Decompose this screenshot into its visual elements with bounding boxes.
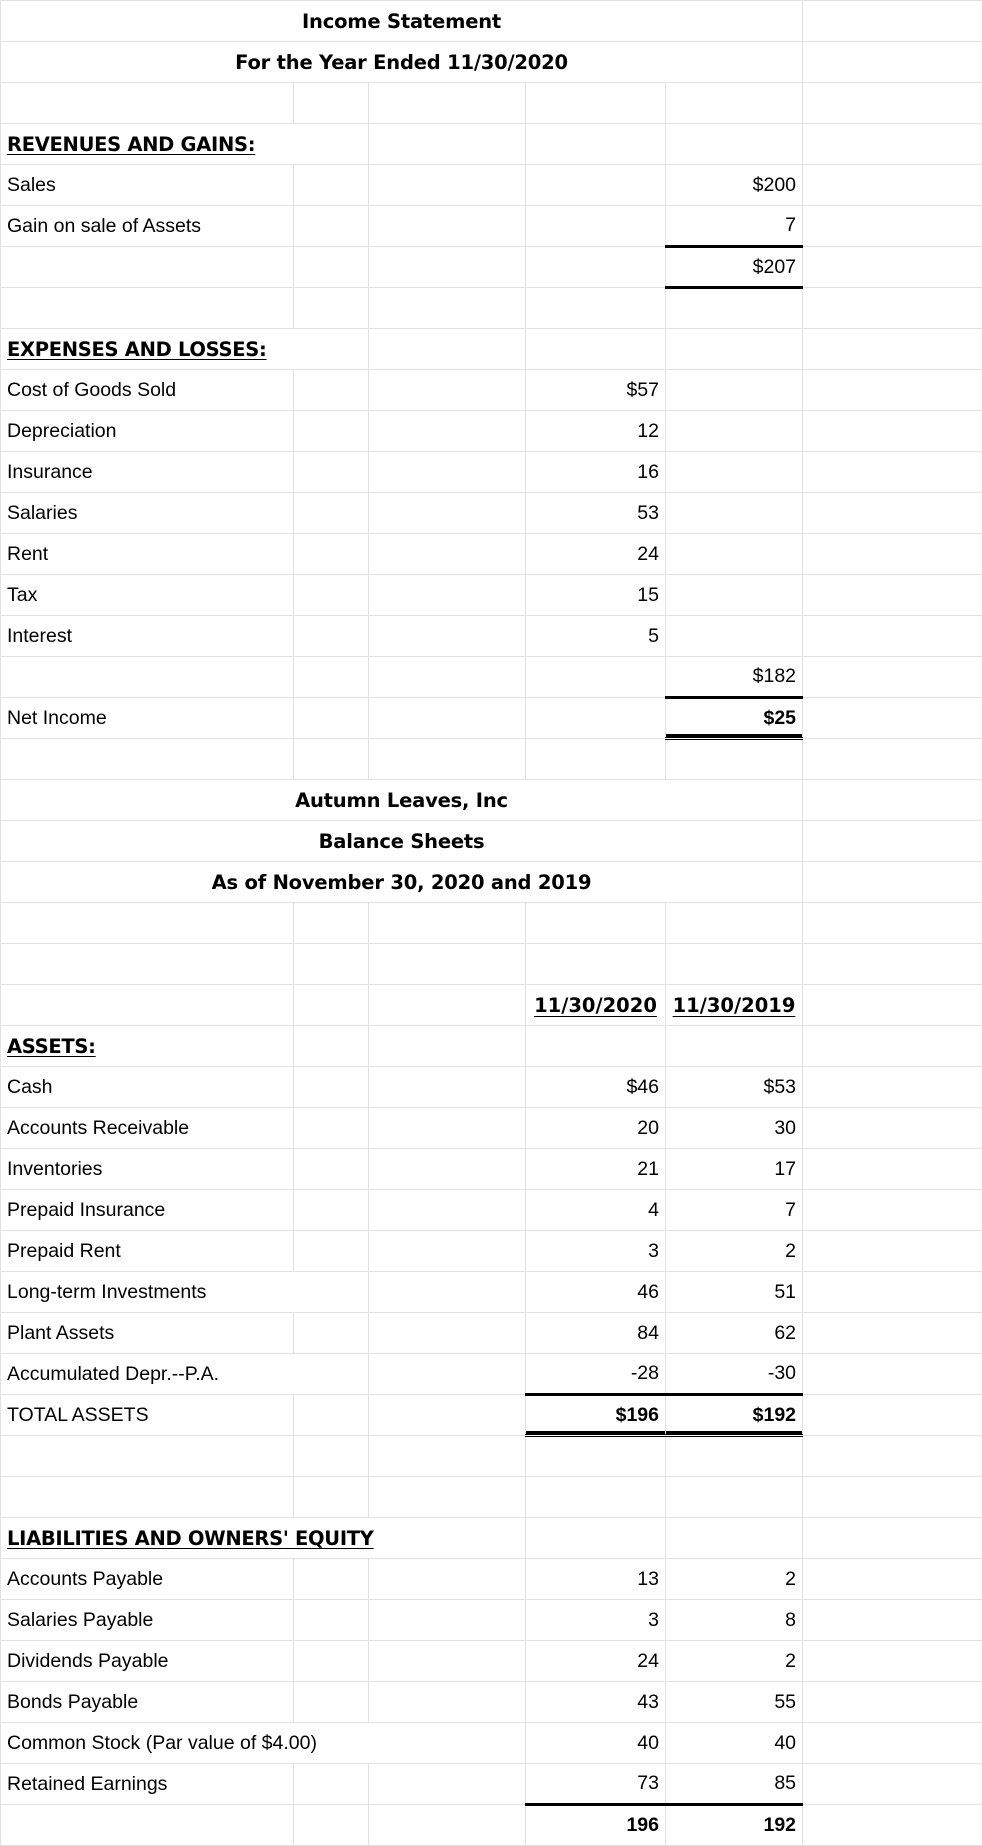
cell-blank [369,1477,526,1518]
cell-blank [369,1026,526,1067]
row-label: Accounts Payable [1,1559,294,1600]
cell-blank [803,1559,982,1600]
cell-blank [666,411,803,452]
row-amount-prior: 85 [666,1764,803,1805]
row-label: Inventories [1,1149,294,1190]
row-label: Interest [1,616,294,657]
table-row [1,1190,982,1231]
cell-blank [803,1354,982,1395]
balance-sheet-title: Balance Sheets [1,821,803,862]
cell-blank [369,1600,526,1641]
row-label: Cash [1,1067,294,1108]
row-date-column-headers [1,985,982,1026]
cell-blank [666,1477,803,1518]
cell-blank [803,534,982,575]
cell-blank [526,1477,666,1518]
table-row [1,1600,982,1641]
cell-blank [294,1477,369,1518]
table-row [1,1272,982,1313]
cell-blank [369,165,526,206]
cell-blank [369,903,526,944]
cell-blank [294,903,369,944]
cell-blank [526,698,666,739]
cell-blank [803,1805,982,1846]
row-amount: 5 [526,616,666,657]
row-amount: $200 [666,165,803,206]
assets-heading: ASSETS: [1,1026,294,1067]
cell-blank [294,944,369,985]
cell-blank [803,1149,982,1190]
cell-blank [526,1436,666,1477]
cell-blank [803,329,982,370]
cell-blank [1,1436,294,1477]
cell-blank [369,698,526,739]
row-income-statement-period [1,42,982,83]
cell-blank [294,452,369,493]
cell-blank [294,1190,369,1231]
cell-blank [1,985,294,1026]
row-amount: $57 [526,370,666,411]
cell-blank [294,1764,369,1805]
row-label: Common Stock (Par value of $4.00) [1,1723,526,1764]
table-row [1,1067,982,1108]
row-label: Prepaid Insurance [1,1190,294,1231]
cell-blank [294,657,369,698]
cell-blank [369,288,526,329]
cell-blank [369,1354,526,1395]
row-spacer [1,739,982,780]
cell-blank [803,1026,982,1067]
cell-blank [294,83,369,124]
table-row [1,1108,982,1149]
cell-blank [294,616,369,657]
row-amount: 53 [526,493,666,534]
row-label: Sales [1,165,294,206]
row-amount-prior: 2 [666,1231,803,1272]
row-balance-sheet-company [1,780,982,821]
cell-blank [666,452,803,493]
cell-blank [803,493,982,534]
cell-blank [369,944,526,985]
table-row [1,534,982,575]
cell-blank [369,616,526,657]
row-amount-current: $46 [526,1067,666,1108]
cell-blank [803,821,982,862]
cell-blank [294,1231,369,1272]
cell-blank [369,124,526,165]
cell-blank [294,1067,369,1108]
cell-blank [666,83,803,124]
row-amount-prior: 30 [666,1108,803,1149]
cell-blank [803,1272,982,1313]
liabilities-heading: LIABILITIES AND OWNERS' EQUITY [1,1518,526,1559]
cell-blank [294,1805,369,1846]
row-amount-current: 46 [526,1272,666,1313]
cell-blank [369,83,526,124]
cell-blank [294,247,369,288]
income-statement-period: For the Year Ended 11/30/2020 [1,42,803,83]
cell-blank [803,42,982,83]
cell-blank [294,1600,369,1641]
cell-blank [1,944,294,985]
cell-blank [294,698,369,739]
row-amount-current: 3 [526,1231,666,1272]
expenses-heading: EXPENSES AND LOSSES: [1,329,369,370]
cell-blank [526,657,666,698]
row-amount-current: 40 [526,1723,666,1764]
row-amount-prior: 51 [666,1272,803,1313]
table-row [1,575,982,616]
cell-blank [803,1,982,42]
row-label: Accounts Receivable [1,1108,294,1149]
cell-blank [294,1641,369,1682]
cell-blank [369,1190,526,1231]
total-assets-prior: $192 [666,1395,803,1436]
row-assets-heading [1,1026,982,1067]
income-statement-title: Income Statement [1,1,803,42]
cell-blank [526,124,666,165]
row-amount: 7 [666,206,803,247]
cell-blank [369,247,526,288]
cell-blank [803,575,982,616]
row-amount-prior: 2 [666,1559,803,1600]
cell-blank [666,1436,803,1477]
cell-blank [666,329,803,370]
row-total-assets [1,1395,982,1436]
row-label: Accumulated Depr.--P.A. [1,1354,369,1395]
row-amount-prior: 2 [666,1641,803,1682]
cell-blank [526,206,666,247]
cell-blank [1,247,294,288]
cell-blank [803,657,982,698]
total-assets-label: TOTAL ASSETS [1,1395,294,1436]
cell-blank [294,1149,369,1190]
cell-blank [803,411,982,452]
row-label: Retained Earnings [1,1764,294,1805]
cell-blank [803,616,982,657]
row-label: Tax [1,575,294,616]
row-label: Gain on sale of Assets [1,206,294,247]
cell-blank [369,1313,526,1354]
cell-blank [526,1026,666,1067]
net-income-label: Net Income [1,698,294,739]
cell-blank [1,903,294,944]
row-label: Salaries [1,493,294,534]
cell-blank [369,657,526,698]
cell-blank [666,288,803,329]
cell-blank [526,739,666,780]
total-expenses-amount: $182 [666,657,803,698]
table-row [1,411,982,452]
row-amount: 16 [526,452,666,493]
table-row [1,1723,982,1764]
row-expenses-heading [1,329,982,370]
cell-blank [526,83,666,124]
cell-blank [526,1518,666,1559]
table-row [1,1682,982,1723]
row-total-expenses [1,657,982,698]
cell-blank [803,1723,982,1764]
cell-blank [369,1805,526,1846]
cell-blank [803,206,982,247]
table-row [1,1231,982,1272]
row-amount-prior: 17 [666,1149,803,1190]
revenues-heading: REVENUES AND GAINS: [1,124,369,165]
table-row [1,1559,982,1600]
column-header-current-year: 11/30/2020 [526,985,666,1026]
cell-blank [526,247,666,288]
cell-blank [666,1518,803,1559]
row-amount-prior: 8 [666,1600,803,1641]
cell-blank [369,1272,526,1313]
cell-blank [803,1641,982,1682]
cell-blank [369,1641,526,1682]
row-label: Plant Assets [1,1313,294,1354]
cell-blank [369,1067,526,1108]
cell-blank [369,329,526,370]
cell-blank [666,739,803,780]
row-amount: 12 [526,411,666,452]
row-total-liabilities-equity [1,1805,982,1846]
row-amount-prior: 55 [666,1682,803,1723]
row-total-revenues [1,247,982,288]
cell-blank [526,903,666,944]
cell-blank [1,1477,294,1518]
cell-blank [803,1395,982,1436]
cell-blank [294,370,369,411]
cell-blank [803,944,982,985]
row-amount-current: 13 [526,1559,666,1600]
cell-blank [294,575,369,616]
row-amount-current: 43 [526,1682,666,1723]
row-amount-current: 73 [526,1764,666,1805]
total-revenues-amount: $207 [666,247,803,288]
row-amount-current: 84 [526,1313,666,1354]
cell-blank [369,1231,526,1272]
row-spacer [1,903,982,944]
row-label: Cost of Goods Sold [1,370,294,411]
cell-blank [803,124,982,165]
cell-blank [526,165,666,206]
cell-blank [803,1108,982,1149]
cell-blank [294,534,369,575]
cell-blank [803,1436,982,1477]
cell-blank [803,1477,982,1518]
table-row [1,616,982,657]
table-row [1,370,982,411]
table-row [1,1764,982,1805]
table-row [1,206,982,247]
row-net-income [1,698,982,739]
cell-blank [666,616,803,657]
column-header-prior-year: 11/30/2019 [666,985,803,1026]
cell-blank [1,288,294,329]
row-amount-prior: -30 [666,1354,803,1395]
row-label: Salaries Payable [1,1600,294,1641]
cell-blank [369,1436,526,1477]
row-spacer [1,288,982,329]
cell-blank [803,862,982,903]
table-row [1,1149,982,1190]
balance-sheet-period: As of November 30, 2020 and 2019 [1,862,803,903]
cell-blank [803,903,982,944]
cell-blank [803,288,982,329]
row-spacer [1,83,982,124]
cell-blank [803,247,982,288]
cell-blank [803,1067,982,1108]
cell-blank [294,1559,369,1600]
cell-blank [1,83,294,124]
cell-blank [526,329,666,370]
cell-blank [666,1026,803,1067]
row-amount-prior: $53 [666,1067,803,1108]
cell-blank [803,165,982,206]
total-liabilities-equity-prior: 192 [666,1805,803,1846]
row-amount-prior: 7 [666,1190,803,1231]
table-row [1,1354,982,1395]
cell-blank [803,985,982,1026]
row-amount-prior: 40 [666,1723,803,1764]
cell-blank [369,370,526,411]
row-label: Depreciation [1,411,294,452]
cell-blank [526,288,666,329]
row-income-statement-title [1,1,982,42]
cell-blank [294,985,369,1026]
table-row [1,165,982,206]
cell-blank [666,903,803,944]
row-amount-current: 21 [526,1149,666,1190]
cell-blank [369,1682,526,1723]
table-row [1,493,982,534]
cell-blank [666,493,803,534]
cell-blank [294,288,369,329]
cell-blank [803,83,982,124]
cell-blank [803,1682,982,1723]
cell-blank [803,780,982,821]
row-label: Long-term Investments [1,1272,369,1313]
cell-blank [1,1805,294,1846]
row-balance-sheet-period [1,862,982,903]
cell-blank [666,534,803,575]
cell-blank [294,1395,369,1436]
cell-blank [369,985,526,1026]
row-spacer [1,1436,982,1477]
cell-blank [666,370,803,411]
row-label: Prepaid Rent [1,1231,294,1272]
cell-blank [1,657,294,698]
cell-blank [803,1313,982,1354]
table-row [1,1641,982,1682]
row-spacer [1,1477,982,1518]
table-row [1,1313,982,1354]
row-label: Bonds Payable [1,1682,294,1723]
row-amount: 24 [526,534,666,575]
cell-blank [369,575,526,616]
cell-blank [803,698,982,739]
cell-blank [666,124,803,165]
total-assets-current: $196 [526,1395,666,1436]
cell-blank [803,1518,982,1559]
row-label: Insurance [1,452,294,493]
cell-blank [294,1436,369,1477]
cell-blank [294,1026,369,1067]
cell-blank [369,411,526,452]
cell-blank [803,739,982,780]
cell-blank [803,1764,982,1805]
cell-blank [294,493,369,534]
row-spacer [1,944,982,985]
cell-blank [369,534,526,575]
cell-blank [294,1682,369,1723]
cell-blank [369,452,526,493]
cell-blank [369,1764,526,1805]
row-amount-prior: 62 [666,1313,803,1354]
row-amount-current: 4 [526,1190,666,1231]
cell-blank [803,452,982,493]
cell-blank [666,575,803,616]
cell-blank [369,1559,526,1600]
cell-blank [369,1149,526,1190]
cell-blank [294,1313,369,1354]
row-label: Dividends Payable [1,1641,294,1682]
row-amount-current: 3 [526,1600,666,1641]
cell-blank [369,1395,526,1436]
cell-blank [1,739,294,780]
cell-blank [369,739,526,780]
cell-blank [369,493,526,534]
cell-blank [294,739,369,780]
table-row [1,452,982,493]
cell-blank [369,206,526,247]
cell-blank [803,370,982,411]
net-income-amount: $25 [666,698,803,739]
cell-blank [526,944,666,985]
row-balance-sheet-title [1,821,982,862]
row-amount: 15 [526,575,666,616]
cell-blank [666,944,803,985]
cell-blank [294,1108,369,1149]
row-revenues-heading [1,124,982,165]
cell-blank [803,1600,982,1641]
cell-blank [803,1190,982,1231]
row-amount-current: 20 [526,1108,666,1149]
row-liabilities-heading [1,1518,982,1559]
total-liabilities-equity-current: 196 [526,1805,666,1846]
row-label: Rent [1,534,294,575]
cell-blank [294,165,369,206]
cell-blank [294,206,369,247]
balance-sheet-company: Autumn Leaves, Inc [1,780,803,821]
cell-blank [369,1108,526,1149]
cell-blank [803,1231,982,1272]
row-amount-current: -28 [526,1354,666,1395]
cell-blank [294,411,369,452]
row-amount-current: 24 [526,1641,666,1682]
